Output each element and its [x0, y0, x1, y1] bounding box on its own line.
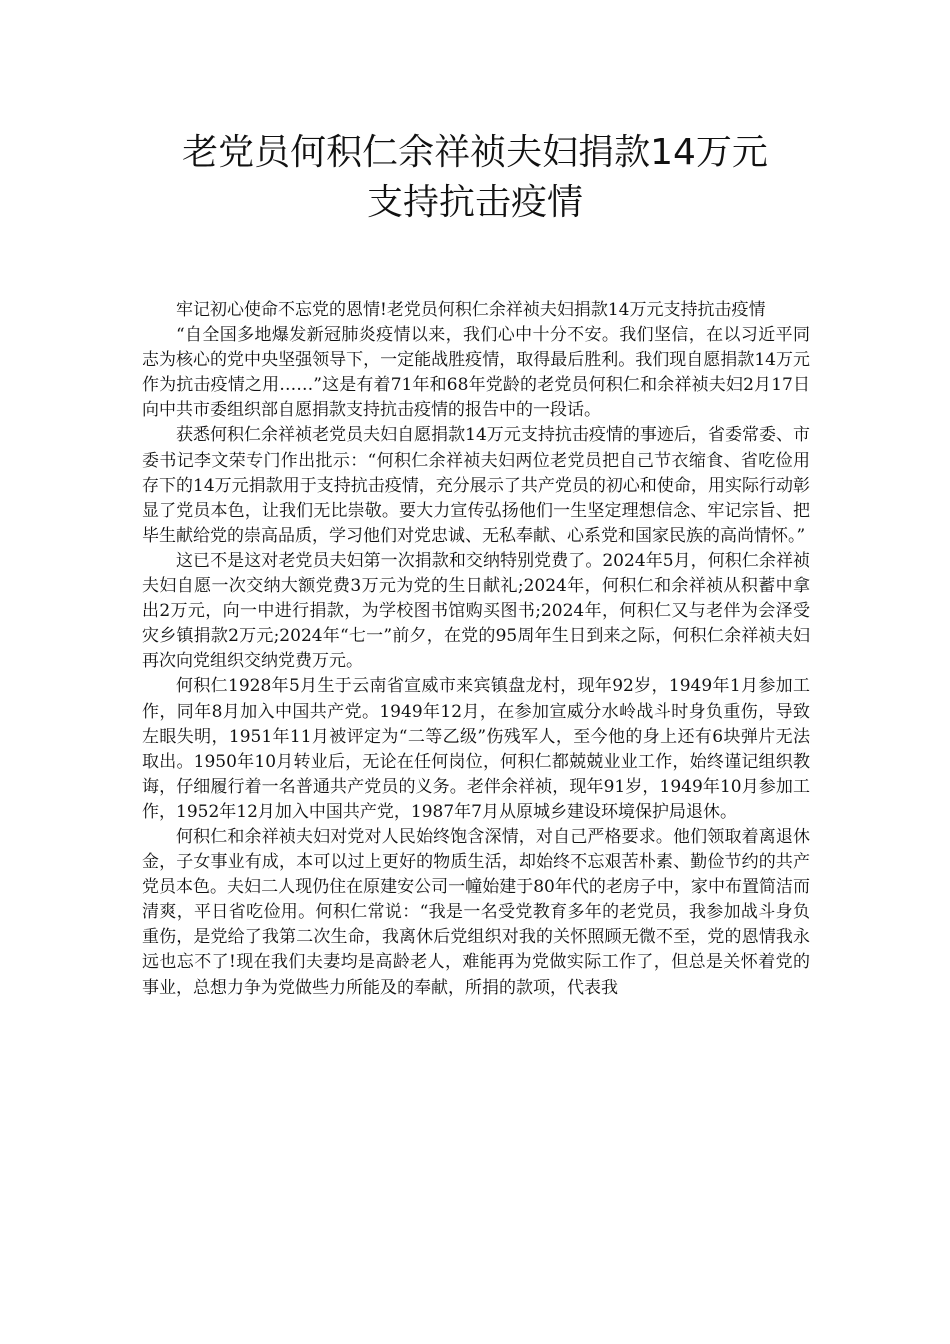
paragraph-5: 何积仁1928年5月生于云南省宣威市来宾镇盘龙村，现年92岁，1949年1月参加工作，同年8月加入中国共产党。1949年12月，在参加宣威分水岭战斗时身负重伤，导致左眼失明，1951年11月被评定为“二等乙级”伤残军人，至今他的身上还有6块弹片无法取出。1950年10月转业后，无论在任何岗位，何积仁都兢兢业业工作，始终谨记组织教诲，仔细履行着一名普通共产党员的义务。老伴余祥祯，现年91岁，1949年10月参加工作，1952年12月加入中国共产党，1987年7月从原城乡建设环境保护局退休。 — [142, 676, 810, 822]
paragraph-6: 何积仁和余祥祯夫妇对党对人民始终饱含深情，对自己严格要求。他们领取着离退休金，子女事业有成，本可以过上更好的物质生活，却始终不忘艰苦朴素、勤俭节约的共产党员本色。夫妇二人现仍住在原建安公司一幢始建于80年代的老房子中，家中布置简洁而清爽，平日省吃俭用。何积仁常说：“我是一名受党教育多年的老党员，我参加战斗身负重伤，是党给了我第二次生命，我离休后党组织对我的关怀照顾无微不至，党的恩情我永远也忘不了!现在我们夫妻均是高龄老人，难能再为党做实际工作了，但总是关怀着党的事业，总想力争为党做些力所能及的奉献，所捐的款项，代表我 — [142, 826, 810, 998]
document-title — [100, 128, 850, 228]
paragraph-2: “自全国多地爆发新冠肺炎疫情以来，我们心中十分不安。我们坚信，在以习近平同志为核心的党中央坚强领导下，一定能战胜疫情，取得最后胜利。我们现自愿捐款14万元作为抗击疫情之用……”这是有着71年和68年党龄的老党员何积仁和余祥祯夫妇2月17日向中共市委组织部自愿捐款支持抗击疫情的报告中的一段话。 — [142, 325, 810, 421]
paragraph-1: 牢记初心使命不忘党的恩情!老党员何积仁余祥祯夫妇捐款14万元支持抗击疫情 — [176, 300, 766, 320]
title-line-1: 老党员何积仁余祥祯夫妇捐款14万元 — [182, 132, 768, 173]
paragraph-3: 获悉何积仁余祥祯老党员夫妇自愿捐款14万元支持抗击疫情的事迹后，省委常委、市委书记李文荣专门作出批示：“何积仁余祥祯夫妇两位老党员把自己节衣缩食、省吃俭用存下的14万元捐款用于支持抗击疫情，充分展示了共产党员的初心和使命，用实际行动彰显了党员本色，让我们无比崇敬。要大力宣传弘扬他们一生坚定理想信念、牢记宗旨、把毕生献给党的崇高品质，学习他们对党忠诚、无私奉献、心系党和国家民族的高尚情怀。” — [142, 425, 810, 546]
document-body — [142, 298, 810, 1001]
paragraph-4: 这已不是这对老党员夫妇第一次捐款和交纳特别党费了。2024年5月，何积仁余祥祯夫妇自愿一次交纳大额党费3万元为党的生日献礼;2024年，何积仁和余祥祯从积蓄中拿出2万元，向一中进行捐款，为学校图书馆购买图书;2024年，何积仁又与老伴为会泽受灾乡镇捐款2万元;2024年“七一”前夕，在党的95周年生日到来之际，何积仁余祥祯夫妇再次向党组织交纳党费万元。 — [142, 550, 810, 672]
title-line-2: 支持抗击疫情 — [366, 182, 583, 223]
